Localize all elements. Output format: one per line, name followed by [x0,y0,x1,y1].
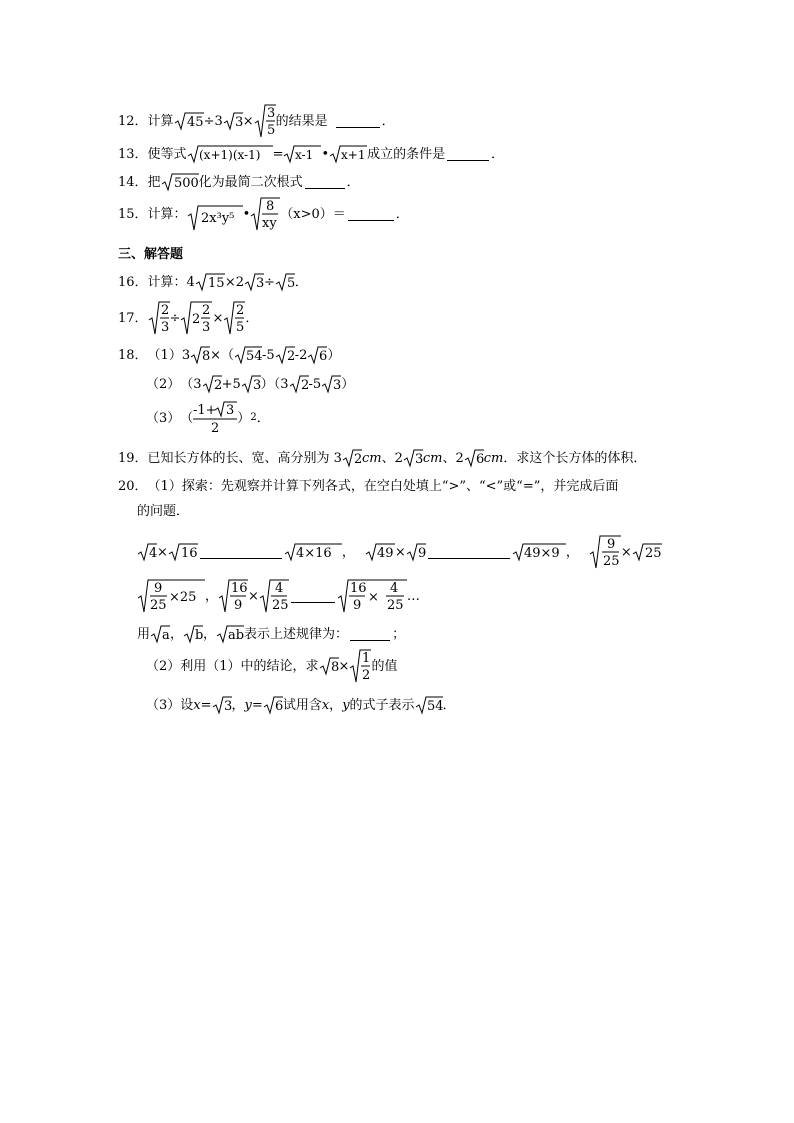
radical-3 [403,448,423,468]
svg-text:×25: ×25 [169,590,197,605]
svg-text:4: 4 [274,581,284,596]
svg-text:2: 2 [300,378,309,393]
question-number: 20． [118,479,148,494]
svg-text:54: 54 [246,349,263,364]
svg-text:2: 2 [211,421,220,436]
svg-text:3: 3 [414,452,424,467]
answer-blank[interactable] [447,148,489,161]
radical-45 [174,111,204,131]
question-number: 13． [118,146,148,162]
svg-text:3: 3 [266,106,275,121]
svg-text:5: 5 [286,276,296,291]
question-16: 16． 计算：4 15 ×2 3 ÷ 5 ． [118,272,308,292]
question-19: 19． 已知长方体的长、宽、高分别为 3 2 cm 、2 3 cm 、2 6 cm ．求这个长方体的体积． [118,448,646,468]
radical-5 [275,272,295,292]
radical-product [187,144,273,164]
svg-text:2: 2 [160,303,169,318]
svg-text:(x+1)(x-1): (x+1)(x-1) [198,148,260,162]
svg-text:9: 9 [234,598,243,613]
radical-2x3y5 [187,196,243,232]
svg-text:2: 2 [192,312,201,327]
svg-text:5: 5 [236,320,245,335]
svg-text:25: 25 [602,554,620,569]
answer-blank[interactable] [305,176,345,189]
radical-25 [632,542,662,562]
question-20-part-1: 20． （1）探索：先观察并计算下列各式，在空白处填上“>”、“<”或“=”，并完成后面 [118,479,619,494]
radical-fraction-8-xy [250,196,280,232]
compare-blank[interactable] [428,546,510,559]
radical-9 [406,542,426,562]
rule-line: 用 a ， b ， ab 表示上述规律为： ； [137,624,405,644]
question-17: 17． 2 3 ÷ 2 2 3 × 2 5 ． [118,300,258,336]
svg-text:×: × [367,590,379,605]
radical-fraction-4-25 [259,578,289,614]
comparison-row-1: 4 × 16 4×16 ， 49 × 9 49×9 ， 9 25 × 25 [137,534,662,570]
radical-x-minus-1 [283,144,321,164]
svg-text:4: 4 [149,546,158,561]
question-number: 19． [118,450,148,466]
radical-2 [275,345,295,365]
radical-6 [464,448,484,468]
radical-500 [161,172,199,192]
svg-text:3: 3 [202,320,211,335]
question-number: 14． [118,174,148,190]
question-number: 12． [118,113,148,129]
svg-text:25: 25 [271,598,289,613]
radical-2 [289,374,309,394]
compare-blank[interactable] [291,590,335,603]
question-20-part-3: （3）设 x = 3 ， y = 6 试用含 x ， y 的式子表示 54 ． [146,695,456,715]
svg-text:5: 5 [266,123,275,138]
question-number: 15． [118,206,148,222]
radical-ab [216,624,244,644]
svg-text:49×9: 49×9 [523,546,560,561]
svg-text:ab: ab [228,628,245,643]
radical-fraction-9-25 [589,534,621,570]
svg-text:3: 3 [234,115,244,130]
svg-text:2: 2 [362,668,371,683]
compare-blank[interactable] [200,546,282,559]
svg-text:8: 8 [202,349,211,364]
answer-blank[interactable] [348,208,394,221]
question-number: 16． [118,274,148,290]
radical-x-plus-1 [329,144,367,164]
radical-49 [365,542,395,562]
svg-text:3: 3 [223,699,232,714]
radical-15 [195,272,225,292]
radical-2 [202,374,222,394]
svg-text:9: 9 [154,581,163,596]
svg-text:6: 6 [274,699,284,714]
radical-mixed-2-2-3 [180,300,212,336]
radical-54 [415,695,443,715]
svg-text:6: 6 [319,349,328,364]
question-14: 14． 把 500 化为最简二次根式 ． [118,172,360,192]
svg-text:4×16: 4×16 [295,546,332,561]
answer-blank[interactable] [336,115,380,128]
radical-9-over-25-times-25 [137,578,205,614]
svg-text:2: 2 [202,303,211,318]
svg-text:-1+: -1+ [193,403,217,418]
radical-fraction-2-5 [223,300,245,336]
svg-text:x-1: x-1 [295,148,314,162]
radical-54 [234,345,262,365]
radical-3 [241,374,261,394]
radical-a [150,624,170,644]
answer-blank[interactable] [350,628,390,641]
svg-text:49: 49 [376,546,394,561]
radical-3 [244,272,264,292]
svg-text:3: 3 [160,320,169,335]
svg-text:6: 6 [475,452,485,467]
question-18-part-1: 18． （1） 3 8 ×（ 54 -5 2 -2 6 ） [118,345,340,365]
radical-16 [168,542,198,562]
svg-text:8: 8 [330,660,339,675]
fraction-neg1-plus-root3-over-2 [193,400,237,436]
question-18-part-3: （3） （ -1+ 3 2 ） 2 ． [146,400,270,436]
svg-text:16: 16 [349,581,367,596]
svg-text:2x³y⁵: 2x³y⁵ [200,211,234,226]
question-13: 13． 使等式 (x+1)(x-1) = x-1 • x+1 成立的条件是 ． [118,144,504,164]
question-12: 12． 计算 45 ÷3 3 × 3 5 的结果是 ． [118,103,395,139]
svg-text:25: 25 [644,546,662,561]
svg-text:3: 3 [333,378,342,393]
radical-b [183,624,203,644]
svg-text:4: 4 [389,581,399,596]
svg-text:1: 1 [362,651,371,666]
radical-6 [307,345,327,365]
svg-text:2: 2 [353,452,363,467]
svg-text:3: 3 [252,378,262,393]
radical-fraction-16-9 [218,578,248,614]
radical-16-over-9-times-4-over-25 [337,578,407,614]
question-number: 17． [118,310,148,326]
svg-text:xy: xy [262,216,277,231]
svg-text:3: 3 [226,403,235,418]
svg-text:16: 16 [231,581,248,596]
svg-text:25: 25 [150,598,167,613]
question-18-part-2: （2） （3 2 +5 3 ）（3 2 -5 3 ） [146,374,354,394]
svg-text:3: 3 [256,276,265,291]
question-number: 18． [118,347,148,363]
radical-2 [342,448,362,468]
section-heading: 三、解答题 [118,247,184,262]
svg-text:a: a [162,628,170,643]
svg-text:54: 54 [426,699,444,714]
svg-text:x+1: x+1 [341,148,366,162]
svg-text:b: b [195,628,204,643]
svg-text:9: 9 [417,546,427,561]
radical-8 [319,656,339,676]
question-15: 15． 计算： 2x³y⁵ • 8 xy （x>0）＝ ． [118,196,409,232]
svg-text:2: 2 [236,303,245,318]
svg-text:8: 8 [266,199,275,214]
question-20-part-1-cont: 的问题． [137,504,190,519]
radical-4x16 [284,542,342,562]
svg-text:16: 16 [180,546,198,561]
svg-text:9: 9 [352,598,362,613]
radical-4 [137,542,157,562]
radical-3 [321,374,341,394]
radical-fraction-2-3 [148,300,170,336]
svg-text:45: 45 [186,115,204,130]
svg-text:500: 500 [173,176,199,191]
question-20-part-2: （2）利用（1）中的结论，求 8 × 1 2 的值 [146,648,397,684]
question-label: 计算 [147,113,174,129]
radical-3 [212,695,232,715]
radical-3 [223,111,243,131]
radical-fraction-3-5 [254,103,276,139]
svg-text:2: 2 [213,378,222,393]
svg-text:9: 9 [606,537,616,552]
svg-text:25: 25 [386,598,404,613]
svg-text:2: 2 [286,349,295,364]
radical-8 [190,345,210,365]
svg-text:15: 15 [207,276,225,291]
radical-6 [263,695,283,715]
radical-fraction-1-2 [349,648,371,684]
comparison-row-2: 9 25 ×25 ， 16 9 × 4 25 16 9 × 4 25 … [137,578,420,614]
radical-49x9 [512,542,566,562]
